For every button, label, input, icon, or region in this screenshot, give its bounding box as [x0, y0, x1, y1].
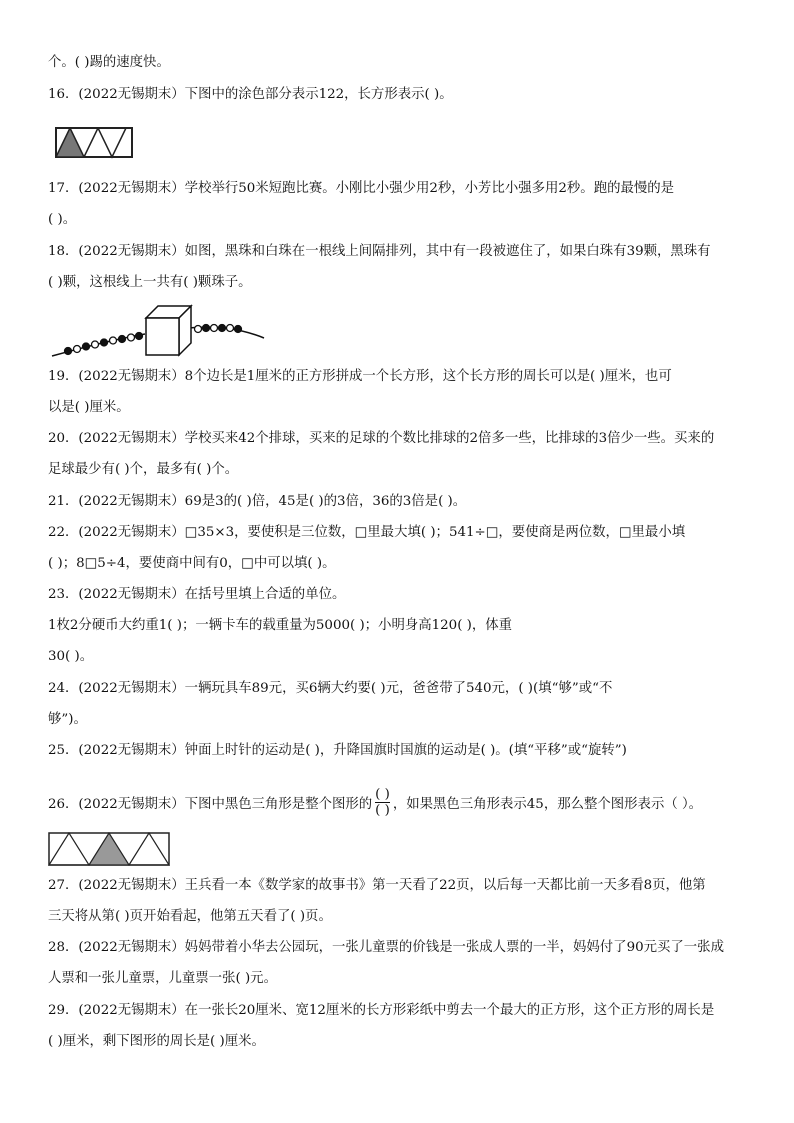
figure-q16-rectangle — [55, 127, 135, 159]
q26-text-end: ，如果黑色三角形表示45，那么整个图形表示（ ）。 — [392, 797, 703, 812]
fraction — [375, 787, 390, 818]
text-line-q29: 29．(2022无锡期末）在一张长20厘米、宽12厘米的长方形彩纸中剪去一个最大的正方形，这个正方形的周长是 — [48, 1003, 715, 1018]
text-line-q18-cont: ( )颗，这根线上一共有( )颗珠子。 — [48, 275, 252, 290]
text-line-q24: 24．(2022无锡期末）一辆玩具车89元，买6辆大约要( )元，爸爸带了540元，( )(填“够”或“不 — [48, 681, 613, 696]
q26-text-start: 26．(2022无锡期末）下图中黑色三角形是整个图形的 — [48, 797, 373, 812]
text-line-q19-cont: 以是( )厘米。 — [48, 400, 130, 415]
text-line-q23-cont: 1枚2分硬币大约重1( )；一辆卡车的载重量为5000( )；小明身高120( )，体重 — [48, 618, 513, 633]
text-line-q17-cont: ( )。 — [48, 212, 77, 227]
text-line-q29-cont: ( )厘米，剩下图形的周长是( )厘米。 — [48, 1034, 265, 1049]
text-line-q22-cont: ( )；8□5÷4，要使商中间有0，□中可以填( )。 — [48, 556, 336, 571]
figure-q26-triangles — [48, 832, 172, 868]
text-line-q27-cont: 三天将从第( )页开始看起，他第五天看了( )页。 — [48, 909, 332, 924]
text-line-q23-cont2: 30( )。 — [48, 649, 94, 664]
text-line-q20: 20．(2022无锡期末）学校买来42个排球，买来的足球的个数比排球的2倍多一些，比排球的3倍少一些。买来的 — [48, 431, 715, 446]
fraction-denominator: ( ) — [375, 803, 390, 818]
text-line-q17: 17．(2022无锡期末）学校举行50米短跑比赛。小刚比小强少用2秒，小芳比小强多用2秒。跑的最慢的是 — [48, 181, 675, 196]
text-line-q23: 23．(2022无锡期末）在括号里填上合适的单位。 — [48, 587, 346, 602]
text-line-q16: 16．(2022无锡期末）下图中的涂色部分表示122，长方形表示( )。 — [48, 87, 453, 102]
text-line-q21: 21．(2022无锡期末）69是3的( )倍，45是( )的3倍，36的3倍是( )。 — [48, 494, 467, 509]
text-line-q18: 18．(2022无锡期末）如图，黑珠和白珠在一根线上间隔排列，其中有一段被遮住了，如果白珠有39颗，黑珠有 — [48, 244, 711, 259]
text-line-q28: 28．(2022无锡期末）妈妈带着小华去公园玩，一张儿童票的价钱是一张成人票的一半，妈妈付了90元买了一张成 — [48, 940, 724, 955]
text-line-q15-end: 个。( )踢的速度快。 — [48, 55, 170, 70]
fraction-numerator: ( ) — [375, 787, 390, 802]
text-line-q27: 27．(2022无锡期末）王兵看一本《数学家的故事书》第一天看了22页，以后每一天都比前一天多看8页，他第 — [48, 878, 706, 893]
text-line-q25: 25．(2022无锡期末）钟面上时针的运动是( )，升降国旗时国旗的运动是( )。(填“平移”或“旋转”) — [48, 743, 627, 758]
text-line-q28-cont: 人票和一张儿童票，儿童票一张( )元。 — [48, 971, 277, 986]
text-line-q26 — [48, 789, 702, 820]
black-bead — [65, 348, 72, 355]
figure-q18-beads — [50, 298, 270, 362]
white-bead — [74, 346, 81, 353]
text-line-q20-cont: 足球最少有( )个，最多有( )个。 — [48, 462, 239, 477]
text-line-q19: 19．(2022无锡期末）8个边长是1厘米的正方形拼成一个长方形，这个长方形的周长可以是( )厘米，也可 — [48, 369, 672, 384]
text-line-q24-cont: 够”)。 — [48, 712, 87, 727]
cube-cover — [146, 306, 191, 355]
text-line-q22: 22．(2022无锡期末）□35×3，要使积是三位数，□里最大填( )；541÷□，要使商是两位数，□里最小填 — [48, 525, 686, 540]
